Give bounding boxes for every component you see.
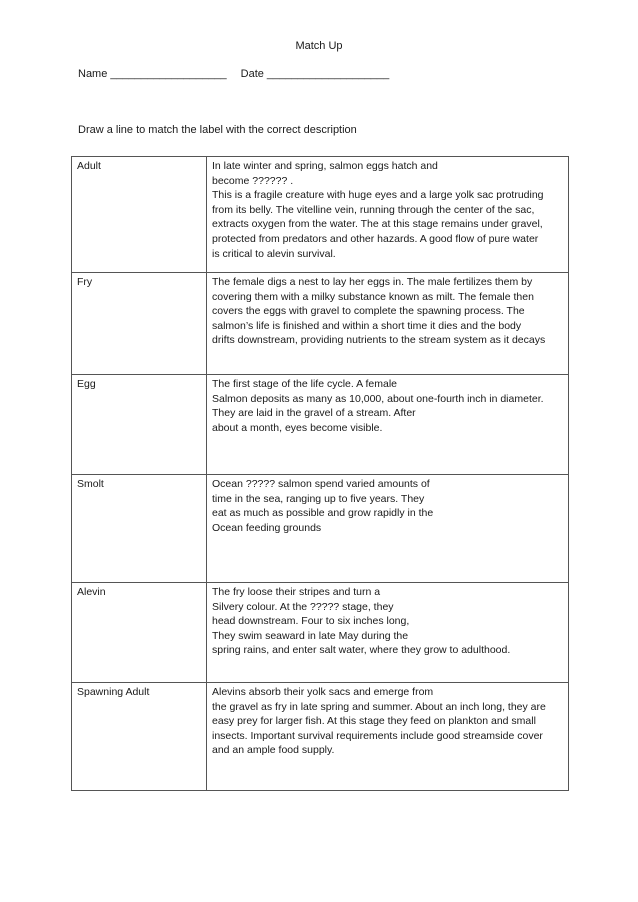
description-line: Salmon deposits as many as 10,000, about one-fourth inch in diameter. [212, 392, 544, 405]
description-line: and an ample food supply. [212, 744, 335, 757]
table-row [72, 375, 569, 475]
description-line: Silvery colour. At the ????? stage, they [212, 600, 394, 613]
table-row [72, 273, 569, 375]
description-line: easy prey for larger fish. At this stage they feed on plankton and small [212, 715, 536, 728]
row-label[interactable]: Egg [72, 375, 207, 475]
description-line: time in the sea, ranging up to five years. They [212, 492, 425, 505]
name-date-row [78, 68, 389, 80]
description-line: extracts oxygen from the water. The at this stage remains under gravel, [212, 218, 543, 231]
description-line: This is a fragile creature with huge eyes and a large yolk sac protruding [212, 189, 544, 202]
description-line: insects. Important survival requirements include good streamside cover [212, 729, 543, 742]
description-line: about a month, eyes become visible. [212, 421, 383, 434]
row-description[interactable] [207, 475, 569, 583]
description-line: from its belly. The vitelline vein, running through the center of the sac, [212, 203, 535, 216]
description-line: The fry loose their stripes and turn a [212, 586, 381, 598]
description-line: salmon’s life is finished and within a short time it dies and the body [212, 319, 522, 332]
description-line: They are laid in the gravel of a stream. After [212, 407, 416, 420]
description-line: covers the eggs with gravel to complete the spawning process. The [212, 305, 525, 318]
description-line: The first stage of the life cycle. A female [212, 378, 398, 390]
row-label[interactable]: Spawning Adult [72, 683, 207, 791]
table-row [72, 583, 569, 683]
description-line: spring rains, and enter salt water, where they grow to adulthood. [212, 644, 511, 657]
table-row [72, 475, 569, 583]
row-description[interactable] [207, 583, 569, 683]
description-line: become ?????? . [212, 174, 294, 187]
description-line: They swim seaward in late May during the [212, 629, 409, 642]
description-line: drifts downstream, providing nutrients to the stream system as it decays [212, 334, 546, 347]
description-line: the gravel as fry in late spring and summer. About an inch long, they are [212, 700, 546, 713]
table-row [72, 157, 569, 273]
description-line: Alevins absorb their yolk sacs and emerge from [212, 686, 434, 698]
description-line: head downstream. Four to six inches long, [212, 615, 410, 628]
description-line: is critical to alevin survival. [212, 247, 336, 260]
row-label[interactable]: Smolt [72, 475, 207, 583]
description-line: covering them with a milky substance known as milt. The female then [212, 290, 534, 303]
description-line: The female digs a nest to lay her eggs in. The male fertilizes them by [212, 276, 533, 288]
description-line: protected from predators and other hazards. A good flow of pure water [212, 232, 539, 245]
row-label[interactable]: Adult [72, 157, 207, 273]
row-description[interactable] [207, 157, 569, 273]
instruction-text: Draw a line to match the label with the correct description [78, 124, 357, 136]
date-field[interactable]: Date ____________________ [240, 68, 390, 80]
description-line: eat as much as possible and grow rapidly in the [212, 507, 434, 520]
row-description[interactable] [207, 683, 569, 791]
description-line: In late winter and spring, salmon eggs hatch and [212, 160, 438, 172]
row-description[interactable] [207, 273, 569, 375]
row-label[interactable]: Fry [72, 273, 207, 375]
match-table [71, 156, 569, 791]
row-description[interactable] [207, 375, 569, 475]
name-field[interactable]: Name ___________________ [78, 68, 227, 80]
row-label[interactable]: Alevin [72, 583, 207, 683]
page-title: Match Up [295, 40, 343, 52]
description-line: Ocean ????? salmon spend varied amounts of [212, 478, 430, 490]
table-row [72, 683, 569, 791]
description-line: Ocean feeding grounds [212, 521, 322, 534]
